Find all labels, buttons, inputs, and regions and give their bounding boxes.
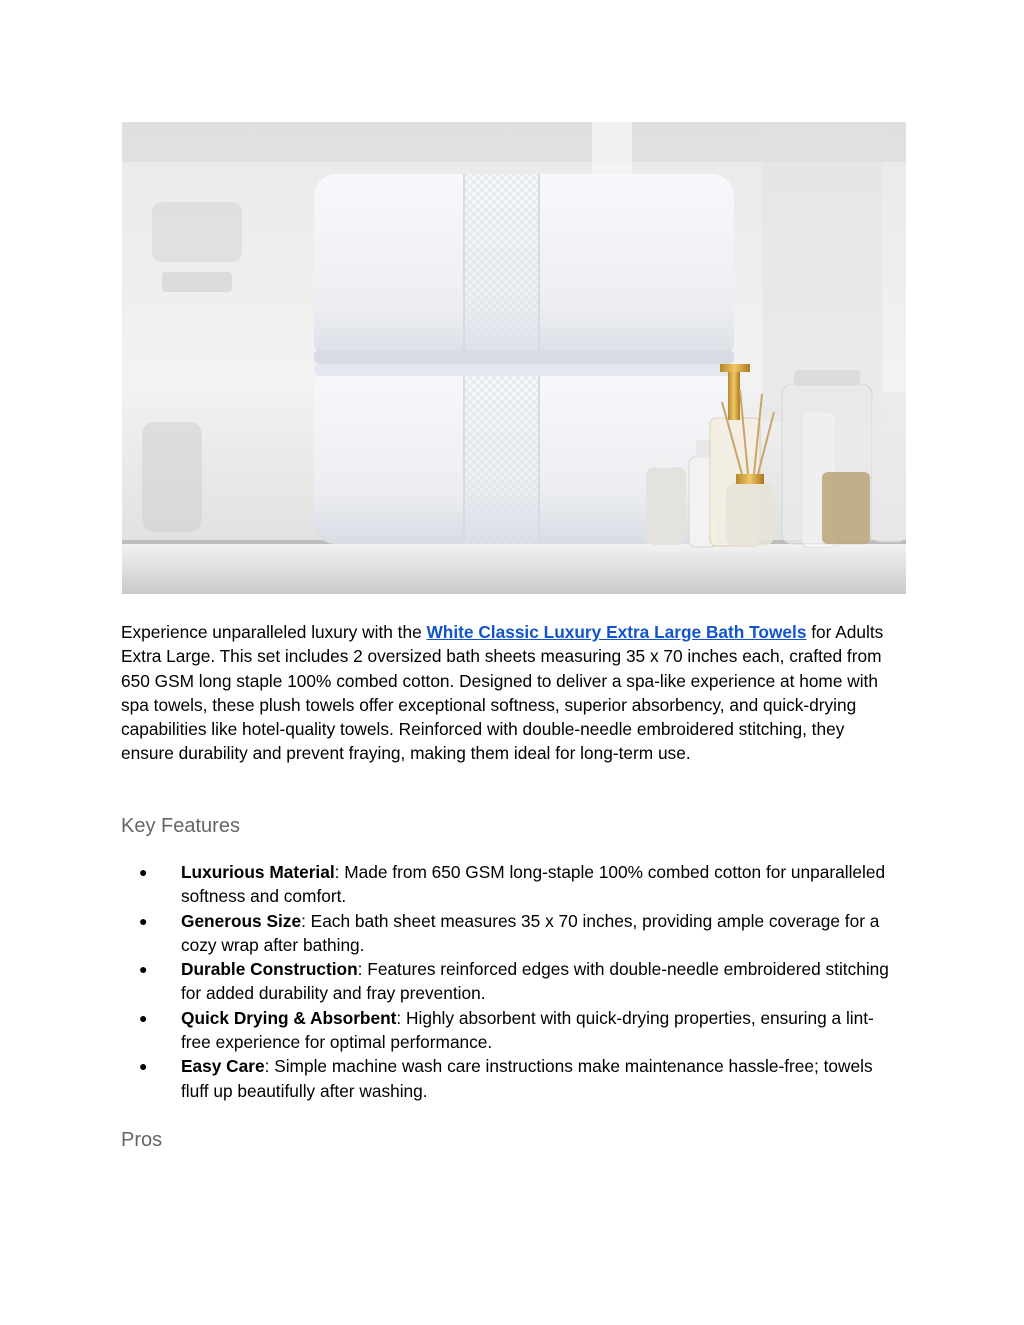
list-item [121, 1054, 896, 1103]
intro-text-after: for Adults Extra Large. This set includes 2 oversized bath sheets measuring 35 x 70 inches each, crafted from 650 GSM long staple 100% combed cotton. Designed to deliver a spa-like experience at home with spa towels, these plush towels offer exceptional softness, superior absorbency, and quick-drying capabilities like hotel-quality towels. Reinforced with double-needle embroidered stitching, they ensure durability and prevent fraying, making them ideal for long-term use. [121, 622, 884, 764]
product-photo [122, 122, 906, 594]
list-item [121, 909, 896, 958]
product-description [121, 620, 901, 766]
bullet-icon: ● [139, 864, 148, 880]
towels-photo-illustration [122, 122, 906, 594]
feature-title: Generous Size [181, 910, 302, 931]
intro-text-before: Experience unparalleled luxury with the [121, 622, 427, 642]
feature-title: Easy Care [181, 1056, 265, 1077]
key-features-list [121, 860, 896, 1103]
list-item [121, 860, 896, 909]
product-link[interactable]: White Classic Luxury Extra Large Bath Towels [426, 622, 807, 642]
feature-title: Luxurious Material [181, 862, 335, 882]
bullet-icon: ● [139, 1058, 148, 1075]
list-item [121, 1006, 896, 1055]
bullet-icon: ● [139, 961, 148, 978]
pros-heading: Pros [121, 1129, 163, 1151]
bullet-icon: ● [139, 1009, 148, 1026]
top-towel [314, 174, 734, 364]
key-features-heading: Key Features [121, 815, 240, 837]
list-item [121, 957, 896, 1006]
feature-text: : Made from 650 GSM long-staple 100% combed cotton for unparalleled softness and comfort. [181, 862, 886, 907]
bullet-icon: ● [139, 912, 148, 929]
feature-title: Quick Drying & Absorbent [181, 1007, 397, 1028]
feature-title: Durable Construction [181, 959, 358, 980]
feature-text: : Each bath sheet measures 35 x 70 inches, providing ample coverage for a cozy wrap after bathing. [181, 910, 880, 955]
feature-text: : Simple machine wash care instructions make maintenance hassle-free; towels fluff up beautifully after washing. [181, 1056, 873, 1101]
feature-text: : Highly absorbent with quick-drying properties, ensuring a lint-free experience for optimal performance. [181, 1007, 874, 1053]
feature-text: : Features reinforced edges with double-needle embroidered stitching for added durability and fray prevention. [181, 959, 889, 1004]
